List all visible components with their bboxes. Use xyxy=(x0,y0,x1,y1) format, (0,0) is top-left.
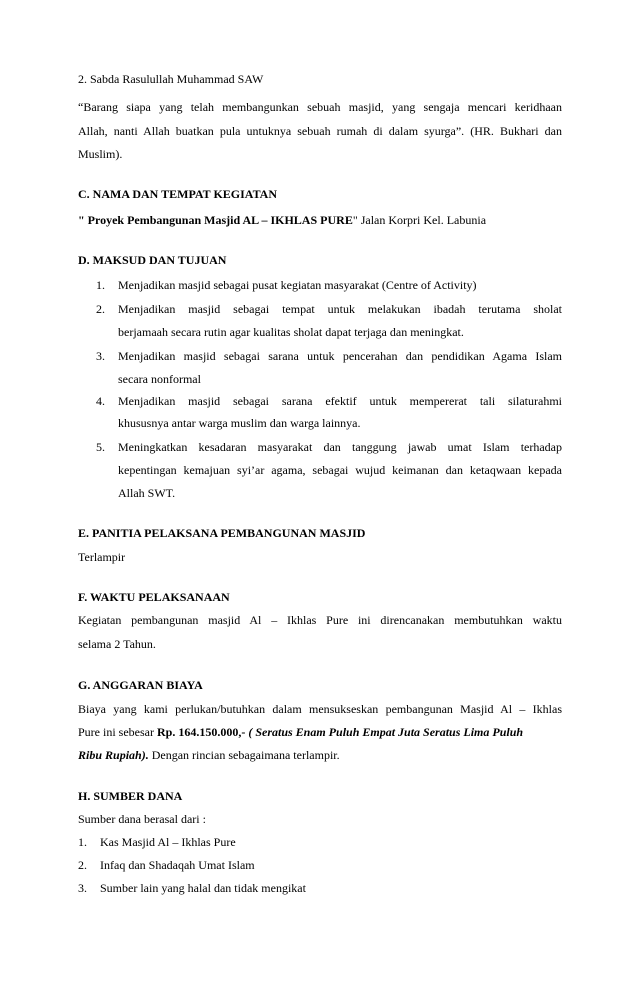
project-name: " Proyek Pembangunan Masjid AL – IKHLAS PURE xyxy=(78,213,353,227)
section-f-heading: F. WAKTU PELAKSANAAN xyxy=(78,590,230,604)
section-h-item-2-number: 2. xyxy=(78,858,87,872)
section-d-item-5-number: 5. xyxy=(96,440,105,454)
section-e-heading: E. PANITIA PELAKSANA PEMBANGUNAN MASJID xyxy=(78,526,366,540)
section-h-intro: Sumber dana berasal dari : xyxy=(78,812,206,826)
budget-amount: Rp. 164.150.000,- xyxy=(156,725,246,739)
section-d-item-3-line-2: secara nonformal xyxy=(118,372,201,386)
section-g-line-1: Biaya yang kami perlukan/butuhkan dalam mensukseskan pembangunan Masjid Al – Ikhlas xyxy=(78,702,562,716)
section-d-heading: D. MAKSUD DAN TUJUAN xyxy=(78,253,227,267)
budget-amount-words-end: Ribu Rupiah). xyxy=(78,748,149,762)
sabda-line-1: “Barang siapa yang telah membangunkan sebuah masjid, yang sengaja mencari keridhaan xyxy=(78,100,562,114)
section-d-item-4-number: 4. xyxy=(96,394,105,408)
section-f-line-2: selama 2 Tahun. xyxy=(78,637,156,651)
section-d-item-2-line-1: Menjadikan masjid sebagai tempat untuk melakukan ibadah terutama sholat xyxy=(118,302,562,316)
section-c-project xyxy=(78,213,486,227)
sabda-line-2: Allah, nanti Allah buatkan pula untuknya sebuah rumah di dalam syurga”. (HR. Bukhari dan xyxy=(78,124,562,138)
section-d-item-5-line-1: Meningkatkan kesadaran masyarakat dan tanggung jawab umat Islam terhadap xyxy=(118,440,562,454)
section-h-heading: H. SUMBER DANA xyxy=(78,789,183,803)
section-d-item-3-number: 3. xyxy=(96,349,105,363)
section-d-item-4-line-2: khususnya antar warga muslim dan warga lainnya. xyxy=(118,416,361,430)
section-c-heading: C. NAMA DAN TEMPAT KEGIATAN xyxy=(78,187,278,201)
section-g-line-2 xyxy=(78,725,523,739)
budget-details-note: Dengan rincian sebagaimana terlampir. xyxy=(148,748,340,762)
section-d-item-1-number: 1. xyxy=(96,278,105,292)
section-d-item-3-line-1: Menjadikan masjid sebagai sarana untuk pencerahan dan pendidikan Agama Islam xyxy=(118,349,562,363)
section-d-item-5-line-3: Allah SWT. xyxy=(118,486,176,500)
section-d-item-4-line-1: Menjadikan masjid sebagai sarana efektif untuk mempererat tali silaturahmi xyxy=(118,394,562,408)
section-d-item-5-line-2: kepentingan kemajuan syi’ar agama, sebagai wujud keimanan dan ketaqwaan kepada xyxy=(118,463,562,477)
budget-amount-words: ( Seratus Enam Puluh Empat Juta Seratus Lima Puluh xyxy=(245,725,524,739)
section-h-item-1-number: 1. xyxy=(78,835,87,849)
sabda-line-3: Muslim). xyxy=(78,147,123,161)
section-g-line-3 xyxy=(78,748,340,762)
budget-intro: Pure ini sebesar xyxy=(78,725,157,739)
section-d-item-2-number: 2. xyxy=(96,302,105,316)
project-location: " Jalan Korpri Kel. Labunia xyxy=(352,213,487,227)
section-h-item-3-text: Sumber lain yang halal dan tidak mengikat xyxy=(100,881,306,895)
section-d-item-2-line-2: berjamaah secara rutin agar kualitas sholat dapat terjaga dan meningkat. xyxy=(118,325,464,339)
sabda-heading: 2. Sabda Rasulullah Muhammad SAW xyxy=(78,72,264,86)
section-h-item-2-text: Infaq dan Shadaqah Umat Islam xyxy=(100,858,255,872)
section-h-item-3-number: 3. xyxy=(78,881,87,895)
section-h-item-1-text: Kas Masjid Al – Ikhlas Pure xyxy=(100,835,236,849)
section-e-text: Terlampir xyxy=(78,550,126,564)
section-g-heading: G. ANGGARAN BIAYA xyxy=(78,678,203,692)
section-d-item-1-text: Menjadikan masjid sebagai pusat kegiatan masyarakat (Centre of Activity) xyxy=(118,278,477,292)
section-f-line-1: Kegiatan pembangunan masjid Al – Ikhlas Pure ini direncanakan membutuhkan waktu xyxy=(78,613,562,627)
